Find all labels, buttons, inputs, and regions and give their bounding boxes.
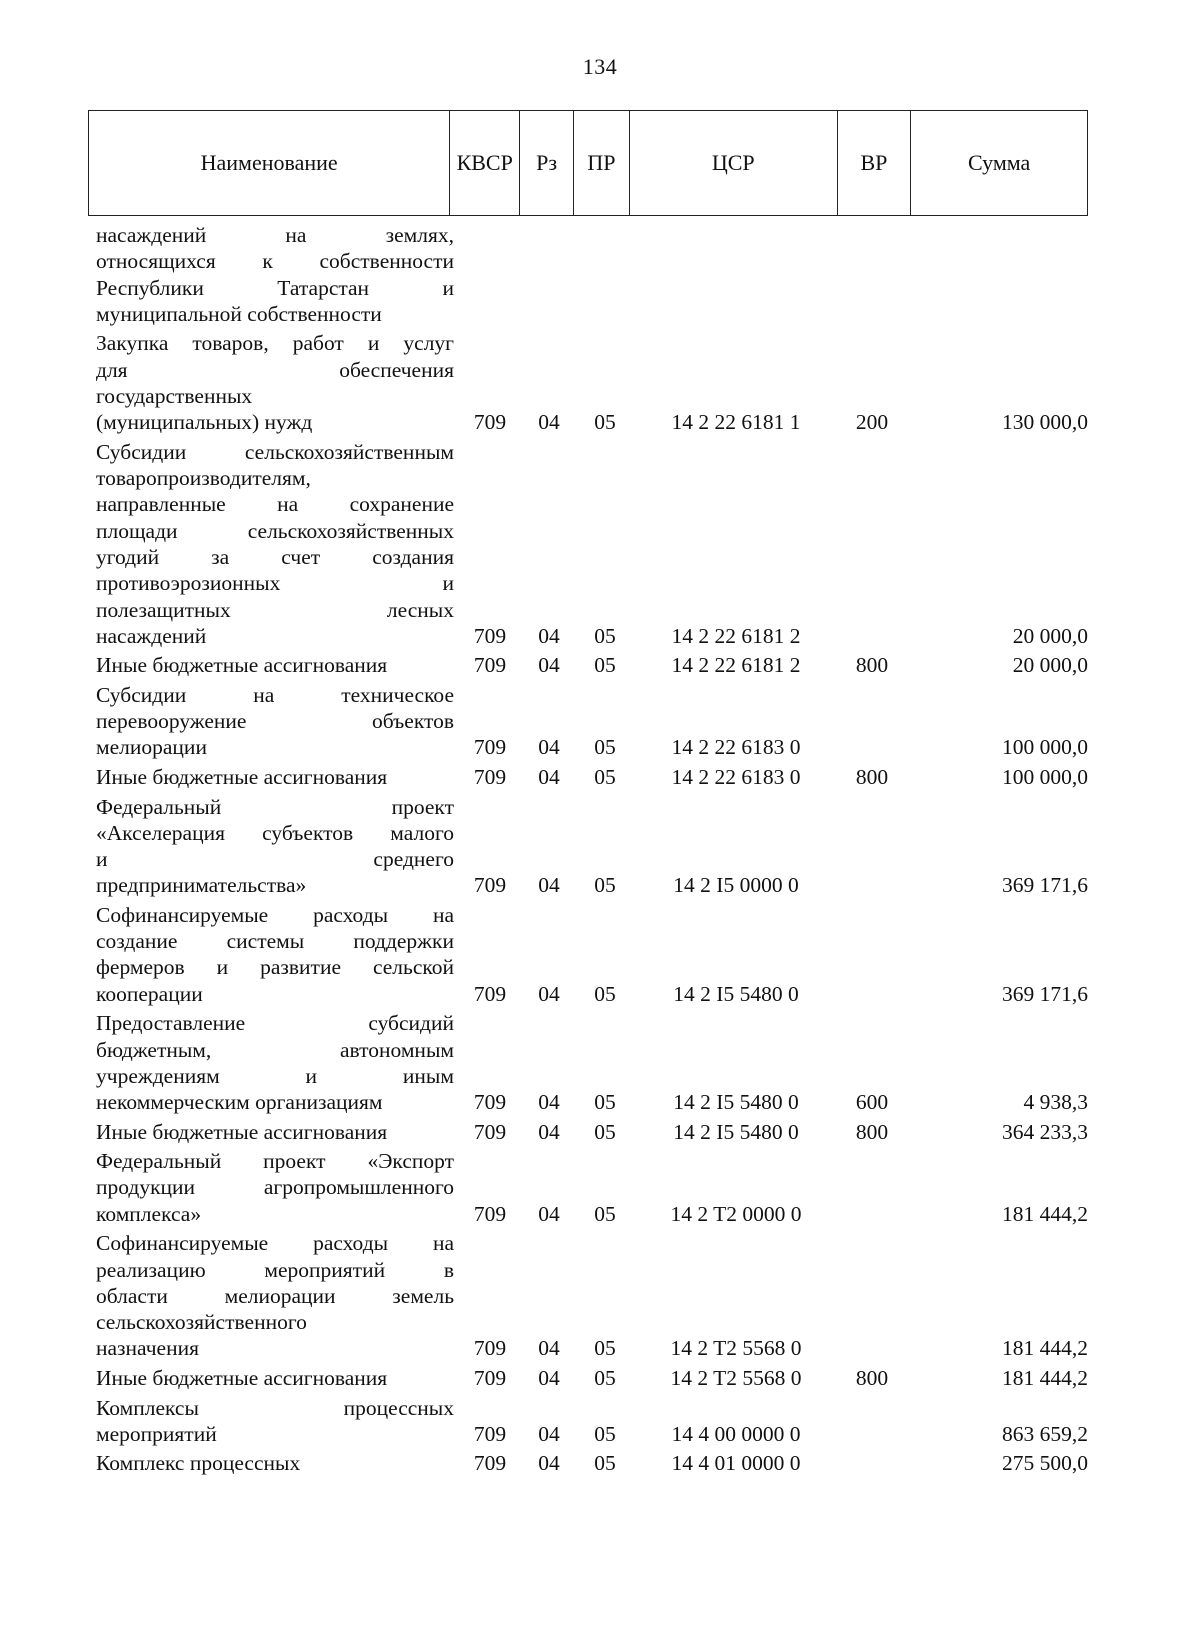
row-csr: 14 2 22 6181 2 [671,623,801,648]
row-name-line: Комплекс процессных [96,1451,301,1476]
row-kvsr: 709 [473,1336,507,1361]
table-row [88,1230,1108,1362]
row-name-line: Федеральный проект [96,794,454,819]
row-rz: 04 [538,1090,560,1115]
row-csr: 14 2 T2 5568 0 [670,1366,802,1390]
table-row [88,794,1108,899]
header-sum: Сумма [968,150,1031,175]
row-vr: 200 [855,410,889,435]
row-sum: 4 938,3 [1023,1090,1088,1115]
row-kvsr: 709 [473,873,507,898]
row-sum: 364 233,3 [1002,1119,1088,1144]
row-pr: 05 [594,1119,616,1144]
row-sum: 20 000,0 [1012,653,1088,678]
row-name-line: относящихся к собственности [96,249,454,274]
row-name-line: насаждений на землях, [96,223,454,247]
row-name-line: Республики Татарстан и [96,275,454,300]
page-number: 134 [582,54,618,79]
row-sum: 863 659,2 [1002,1421,1088,1446]
row-name-line: некоммерческим организациям [96,1090,383,1115]
row-sum: 20 000,0 [1012,623,1088,648]
row-pr: 05 [594,735,616,760]
row-kvsr: 709 [473,1366,507,1390]
table-row [88,222,1108,327]
row-pr: 05 [594,1201,616,1226]
row-rz: 04 [538,765,560,789]
row-kvsr: 709 [473,735,507,760]
row-name-line: Иные бюджетные ассигнования [96,765,388,789]
row-name-line: муниципальной собственности [96,301,382,326]
row-rz: 04 [538,1201,560,1226]
row-pr: 05 [594,873,616,898]
row-sum: 100 000,0 [1002,735,1088,760]
row-name-line: Предоставление субсидий [96,1011,454,1036]
row-sum: 130 000,0 [1002,410,1088,435]
row-name-line: «Акселерация субъектов малого [96,820,454,845]
row-name-line: комплекса» [96,1201,202,1226]
row-csr: 14 2 I5 5480 0 [673,981,799,1006]
row-name-line: насаждений [96,623,207,648]
row-name [96,1230,454,1361]
row-csr: 14 2 T2 5568 0 [670,1336,802,1361]
row-pr: 05 [594,1421,616,1446]
row-pr: 05 [594,981,616,1006]
row-name-line: перевооружение объектов [96,709,454,734]
row-rz: 04 [538,981,560,1006]
row-name [96,1119,454,1145]
row-name-line: Софинансируемые расходы на [96,1231,454,1256]
table-row [88,1365,1108,1391]
table-row [88,652,1108,678]
row-sum: 275 500,0 [1002,1451,1088,1476]
table-row [88,1395,1108,1448]
row-sum: 181 444,2 [1002,1201,1088,1226]
row-name-line: угодий за счет создания [96,544,454,569]
table-row [88,1450,1108,1476]
row-name-line: Федеральный проект «Экспорт [96,1149,454,1174]
row-name-line: Закупка товаров, работ и услуг [96,331,454,356]
row-name [96,682,454,761]
row-kvsr: 709 [473,410,507,435]
row-name-line: учреждениям и иным [96,1063,454,1088]
header-name: Наименование [89,111,450,215]
row-csr: 14 2 I5 0000 0 [673,873,799,898]
row-name-line: Субсидии сельскохозяйственным [96,439,454,464]
row-name-line: Софинансируемые расходы на [96,902,454,927]
row-name [96,330,454,435]
row-pr: 05 [594,1366,616,1390]
row-csr: 14 2 I5 5480 0 [673,1090,799,1115]
row-kvsr: 709 [473,1451,507,1476]
header-rz: Рз [520,111,574,215]
row-kvsr: 709 [473,623,507,648]
row-name-line: товаропроизводителям, [96,466,311,491]
row-name [96,1450,454,1476]
row-name-line: Субсидии на техническое [96,682,454,707]
row-name [96,1010,454,1115]
table-row [88,1148,1108,1227]
row-pr: 05 [594,653,616,678]
row-name-line: мелиорации [96,735,207,760]
row-rz: 04 [538,873,560,898]
row-name-line: реализацию мероприятий в [96,1257,454,1282]
row-name-line: для обеспечения [96,357,454,382]
header-pr: ПР [574,111,630,215]
row-rz: 04 [538,1366,560,1390]
row-name-line: государственных [96,383,253,408]
row-pr: 05 [594,410,616,435]
row-pr: 05 [594,1090,616,1115]
row-name-line: Комплексы процессных [96,1395,454,1420]
row-name-line: продукции агропромышленного [96,1175,454,1200]
table-row [88,330,1108,435]
row-csr: 14 2 22 6181 2 [671,653,801,678]
row-vr: 800 [855,1366,889,1390]
row-name-line: направленные на сохранение [96,492,454,517]
header-vr: ВР [838,111,912,215]
row-vr: 800 [855,653,889,678]
row-name-line: площади сельскохозяйственных [96,518,454,543]
row-csr: 14 2 T2 0000 0 [670,1201,802,1226]
row-name-line: бюджетным, автономным [96,1037,454,1062]
table-header [88,110,1088,216]
row-sum: 181 444,2 [1002,1336,1088,1361]
row-csr: 14 2 22 6181 1 [671,410,801,435]
row-rz: 04 [538,1451,560,1476]
table-row [88,902,1108,1007]
row-rz: 04 [538,623,560,648]
row-name [96,1395,454,1448]
row-name-line: противоэрозионных и [96,571,454,596]
table-row [88,1119,1108,1145]
row-sum: 181 444,2 [1002,1366,1088,1390]
row-name-line: Иные бюджетные ассигнования [96,1119,388,1144]
row-name-line: области мелиорации земель [96,1283,454,1308]
row-pr: 05 [594,765,616,789]
row-pr: 05 [594,623,616,648]
table-row [88,764,1108,790]
row-name [96,439,454,649]
row-pr: 05 [594,1336,616,1361]
row-name [96,902,454,1007]
row-rz: 04 [538,653,560,678]
row-name [96,652,454,678]
row-csr: 14 2 22 6183 0 [671,735,801,760]
table-row [88,439,1108,649]
row-name-line: фермеров и развитие сельской [96,955,454,980]
header-kvsr: КВСР [450,111,520,215]
table-row [88,1010,1108,1115]
row-name-line: Иные бюджетные ассигнования [96,1366,388,1390]
row-name [96,222,454,327]
row-kvsr: 709 [473,1421,507,1446]
row-sum: 100 000,0 [1002,765,1088,789]
row-csr: 14 2 I5 5480 0 [673,1119,799,1144]
row-kvsr: 709 [473,981,507,1006]
row-name-line: создание системы поддержки [96,929,454,954]
row-name-line: назначения [96,1336,199,1361]
row-name-line: (муниципальных) нужд [96,410,313,435]
row-kvsr: 709 [473,1201,507,1226]
row-name-line: мероприятий [96,1421,217,1446]
row-name-line: полезащитных лесных [96,597,454,622]
row-rz: 04 [538,1119,560,1144]
row-name-line: Иные бюджетные ассигнования [96,653,388,678]
row-kvsr: 709 [473,1119,507,1144]
row-csr: 14 4 01 0000 0 [671,1451,801,1476]
row-vr: 600 [855,1090,889,1115]
row-name-line: и среднего [96,847,454,872]
row-name [96,764,454,790]
row-name-line: кооперации [96,981,203,1006]
row-name [96,1365,454,1391]
row-rz: 04 [538,1421,560,1446]
row-sum: 369 171,6 [1002,873,1088,898]
row-rz: 04 [538,735,560,760]
row-name [96,1148,454,1227]
row-name [96,794,454,899]
row-kvsr: 709 [473,1090,507,1115]
row-kvsr: 709 [473,765,507,789]
row-sum: 369 171,6 [1002,981,1088,1006]
row-name-line: предпринимательства» [96,873,307,898]
row-vr: 800 [855,765,889,789]
row-rz: 04 [538,410,560,435]
row-csr: 14 4 00 0000 0 [671,1421,801,1446]
row-rz: 04 [538,1336,560,1361]
row-pr: 05 [594,1451,616,1476]
table-row [88,682,1108,761]
row-name-line: сельскохозяйственного [96,1310,307,1335]
row-kvsr: 709 [473,653,507,678]
row-vr: 800 [855,1119,889,1144]
row-csr: 14 2 22 6183 0 [671,765,801,789]
header-csr: ЦСР [630,111,838,215]
